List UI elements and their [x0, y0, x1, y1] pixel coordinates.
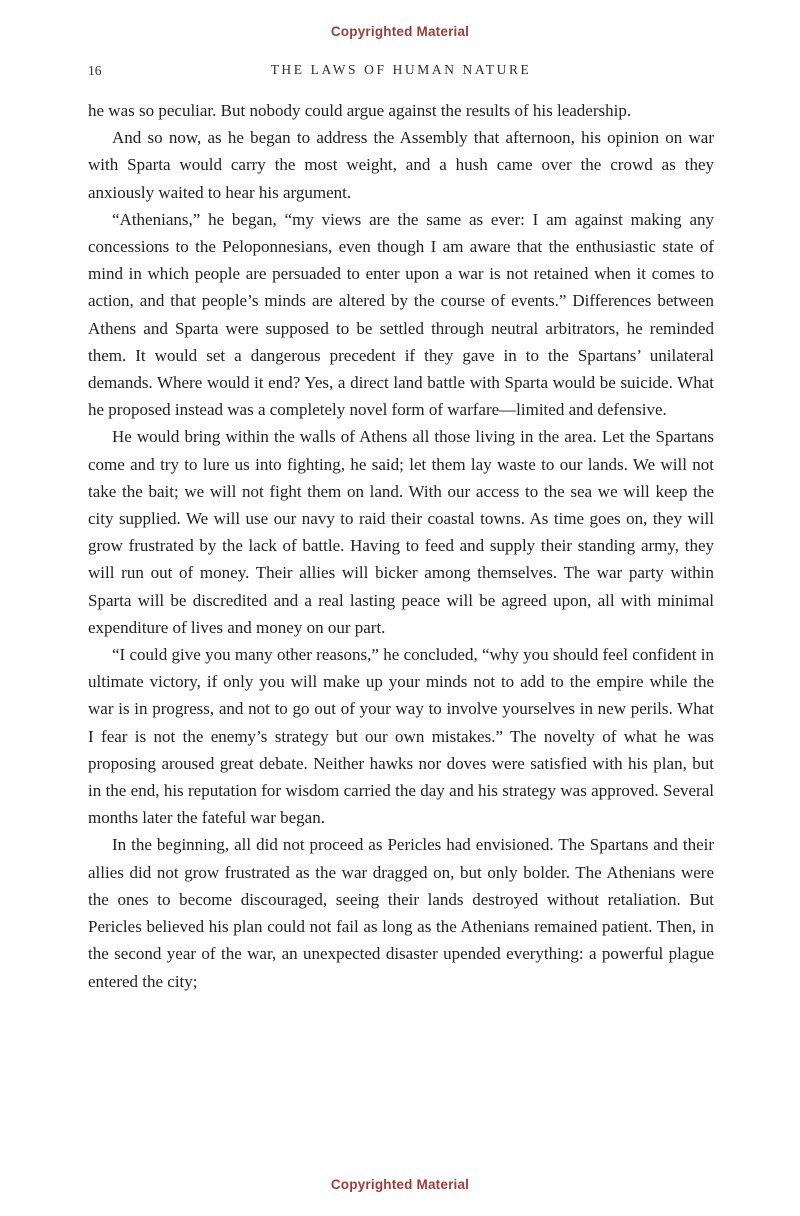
page-number: 16	[88, 63, 102, 78]
running-head: THE LAWS OF HUMAN NATURE	[270, 62, 532, 77]
copyright-notice-top: Copyrighted Material	[330, 24, 470, 39]
paragraph-conclusion-speech: “I could give you many other reasons,” he concluded, “why you should feel confident in ultimate victory, if only you will make up your minds not to add to the empire while the war is in progress, and not to go out of your way to involve yourselves in new perils. What I fear is not the enemy’s strategy but our own mistakes.” The novelty of what he was proposing aroused great debate. Neither hawks nor doves were satisfied with his plan, but in the end, his reputation for wisdom carried the day and his strategy was approved. Several months later the fateful war began.	[88, 645, 714, 828]
paragraph-war-beginning: In the beginning, all did not proceed as Pericles had envisioned. The Spartans and their allies did not grow frustrated as the war dragged on, but only bolder. The Athenians were the ones to become discouraged, seeing their lands destroyed without retaliation. But Pericles believed his plan could not fail as long as the Athenians remained patient. Then, in the second year of the war, an unexpected disaster upended everything: a powerful plague entered the city;	[88, 835, 714, 991]
paragraph-leadership: he was so peculiar. But nobody could argue against the results of his leadership.	[88, 101, 632, 120]
copyright-notice-bottom: Copyrighted Material	[330, 1177, 470, 1192]
page-header	[88, 62, 714, 82]
paragraph-strategy: He would bring within the walls of Athens all those living in the area. Let the Spartans come and try to lure us into fighting, he said; let them lay waste to our lands. We will not take the bait; we will not fight them on land. With our access to the sea we will keep the city supplied. We will use our navy to raid their coastal towns. As time goes on, they will grow frustrated by the lack of battle. Having to feed and supply their standing army, they will run out of money. Their allies will bicker among themselves. The war party within Sparta will be discredited and a real lasting peace will be agreed upon, all with minimal expenditure of lives and money on our part.	[88, 427, 714, 637]
body-text	[88, 97, 714, 995]
paragraph-assembly: And so now, as he began to address the Assembly that afternoon, his opinion on war with Sparta would carry the most weight, and a hush came over the crowd as they anxiously waited to hear his argument.	[88, 128, 714, 202]
paragraph-athenians-speech: “Athenians,” he began, “my views are the same as ever: I am against making any concessions to the Peloponnesians, even though I am aware that the enthusiastic state of mind in which people are persuaded to enter upon a war is not retained when it comes to action, and that people’s minds are altered by the course of events.” Differences between Athens and Sparta were supposed to be settled through neutral arbitrators, he reminded them. It would set a dangerous precedent if they gave in to the Spartans’ unilateral demands. Where would it end? Yes, a direct land battle with Sparta would be suicide. What he proposed instead was a completely novel form of warfare—limited and defensive.	[88, 209, 714, 420]
